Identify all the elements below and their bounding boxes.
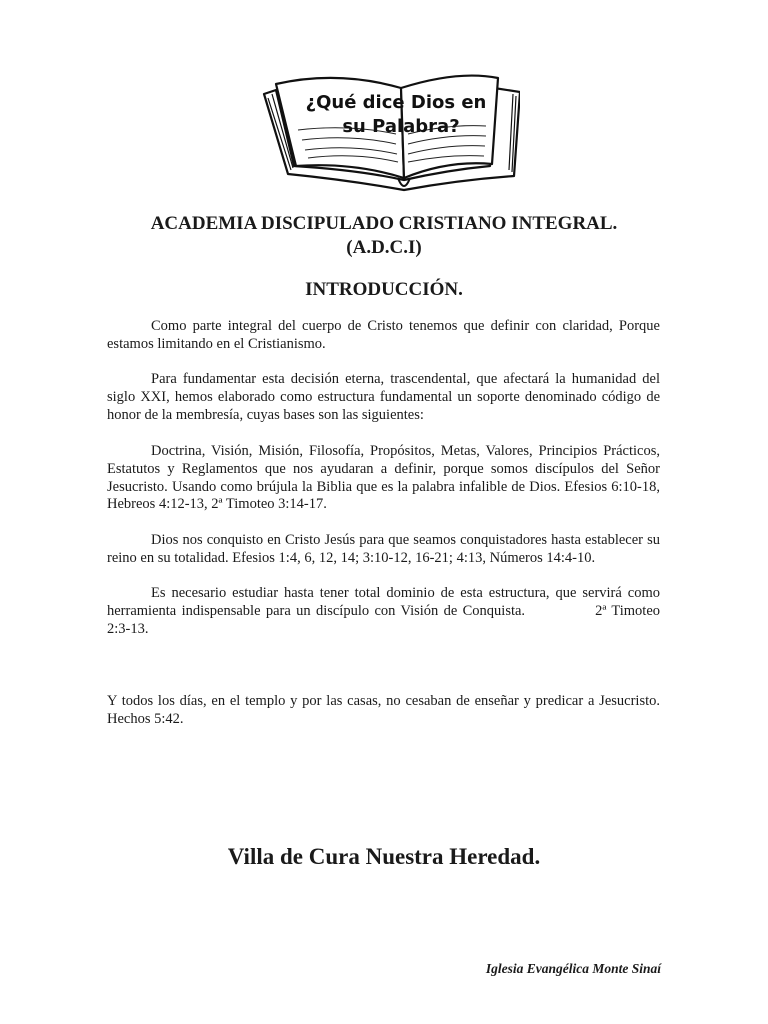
- document-title-acronym: (A.D.C.I): [346, 237, 422, 258]
- paragraph-5-text: Es necesario estudiar hasta tener total dominio de esta estructura, que servirá como herramienta indispensable para un discípulo con Visión de Conquista.: [107, 585, 660, 619]
- paragraph-6: Y todos los días, en el templo y por las casas, no cesaban de enseñar y predicar a Jesucristo. Hechos 5:42.: [107, 693, 660, 727]
- paragraph-2: Para fundamentar esta decisión eterna, trascendental, que afectará la humanidad del siglo XXI, hemos elaborado como estructura fundamental un soporte denominado código de honor de la membresía, cuyas bases son las siguientes:: [107, 371, 660, 423]
- section-heading: INTRODUCCIÓN.: [305, 279, 463, 300]
- paragraph-3: Doctrina, Visión, Misión, Filosofía, Propósitos, Metas, Valores, Principios Prácticos, Estatutos y Reglamentos que nos ayudaran a definir, porque somos discípulos del Señor Jesucristo. Usando como brújula la Biblia que es la palabra infalible de Dios. Efesios 6:10-18, Hebreos 4:12-13, 2ª Timoteo 3:14-17.: [107, 443, 660, 513]
- paragraph-5-reference: 2ª Timoteo 2:3-13.: [107, 602, 661, 637]
- paragraph-1: Como parte integral del cuerpo de Cristo tenemos que definir con claridad, Porque estamos limitando en el Cristianismo.: [107, 318, 660, 352]
- logo-title-line2: su Palabra?: [342, 116, 460, 137]
- church-signature: Iglesia Evangélica Monte Sinaí: [485, 961, 661, 976]
- paragraph-4: Dios nos conquisto en Cristo Jesús para que seamos conquistadores hasta establecer su reino en su totalidad. Efesios 1:4, 6, 12, 14; 3:10-12, 16-21; 4:13, Números 14:4-10.: [107, 532, 660, 566]
- document-title: ACADEMIA DISCIPULADO CRISTIANO INTEGRAL.: [150, 213, 618, 234]
- closing-line: Villa de Cura Nuestra Heredad.: [227, 844, 541, 869]
- logo-title-line1: ¿Qué dice Dios en: [305, 92, 487, 113]
- open-book-icon: [258, 70, 520, 194]
- logo-book: [258, 70, 520, 194]
- paragraph-5: [107, 585, 660, 638]
